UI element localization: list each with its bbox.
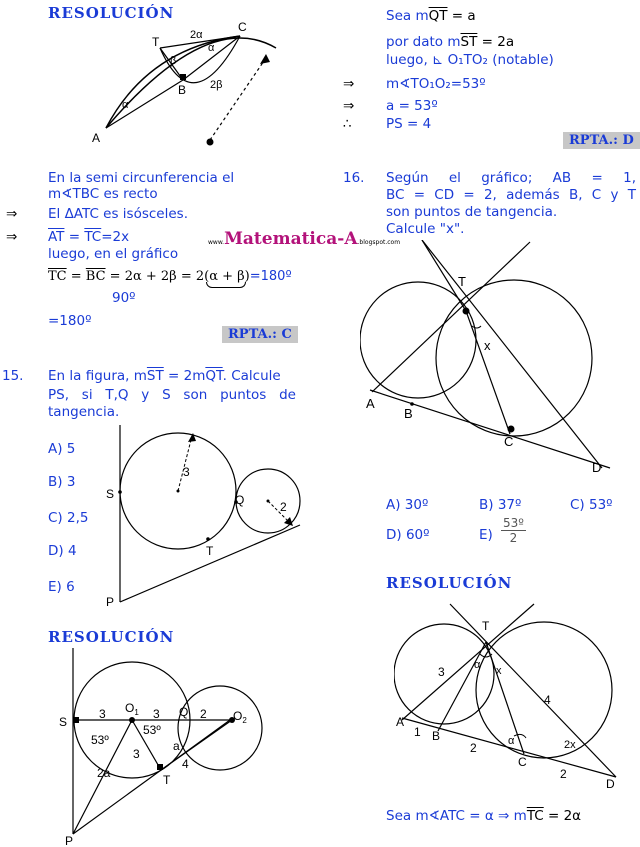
eq-underbrace-value: 90º xyxy=(112,290,136,306)
fig15r-label-o2: $O_2$ xyxy=(233,709,247,725)
q15-number: 15. xyxy=(2,368,24,384)
fig16r-label-alpha-t: α xyxy=(474,659,481,671)
fig16-base-line xyxy=(370,390,610,468)
q15-line1-post: . Calcule xyxy=(222,368,281,384)
q15-arc-qt: $\overline{QT}$ xyxy=(205,368,223,384)
fig16r-tc-line xyxy=(486,642,524,754)
figure-q15 xyxy=(100,420,320,612)
fig15r-label-s: S xyxy=(59,715,68,729)
fig16r-label-d: D xyxy=(606,777,615,791)
fig16r-label-a: A xyxy=(396,715,405,729)
fig15-radius-2 xyxy=(268,501,290,523)
fig15-label-p: P xyxy=(106,595,115,609)
fig1-label-alpha-bottom: α xyxy=(122,99,129,111)
fig16r-label-b: B xyxy=(432,729,441,743)
fig16r-label-2-cd: 2 xyxy=(560,767,567,781)
q15-option-b[interactable]: B) 3 xyxy=(48,474,76,490)
logo-main: Matematica-A xyxy=(224,229,358,249)
fig16r-angle-alpha-c xyxy=(514,734,526,738)
fig1-arrowhead xyxy=(260,54,270,64)
res-line-1-post: = a xyxy=(447,8,476,24)
eq-arc-tc: $\overline{TC}$ xyxy=(48,269,67,284)
fig15r-right-angle-t xyxy=(157,764,163,770)
q16-option-e-numerator: 53º xyxy=(503,516,524,530)
final-arc-tc: $\overline{TC}$ xyxy=(526,808,544,824)
fig15r-label-qo2: 2 xyxy=(200,707,207,721)
res-arc-qt: $\overline{QT}$ xyxy=(428,8,448,24)
fig15-common-tangent xyxy=(120,525,300,602)
arc-eq-value: =2x xyxy=(101,229,130,245)
res-line-6: PS = 4 xyxy=(386,116,432,132)
fig16-right-circle xyxy=(436,280,592,436)
fig15r-label-a: a xyxy=(173,739,180,753)
res-line-1 xyxy=(386,8,476,25)
q15-line1 xyxy=(48,368,281,385)
q15-option-e[interactable]: E) 6 xyxy=(48,579,75,595)
answer-badge-2: RPTA.: D xyxy=(563,132,640,149)
resolution-title-1: RESOLUCIÓN xyxy=(48,4,175,22)
para-in-graph: luego, en el gráfico xyxy=(48,246,179,262)
final-statement-post: = 2α xyxy=(543,808,582,824)
q15-arc-st: $\overline{ST}$ xyxy=(146,368,164,384)
res-line-5: a = 53º xyxy=(386,98,438,114)
eq-rest: = 2α + 2β = 2 xyxy=(105,269,205,284)
q15-line2: PS, si T,Q y S son puntos de xyxy=(48,387,296,403)
fig15r-right-angle-s xyxy=(73,717,79,723)
fig1-label-2alpha: 2α xyxy=(190,29,203,41)
implies-symbol-2: ⇒ xyxy=(6,229,18,245)
figure-q16-resolution xyxy=(394,602,630,794)
logo-suffix: .blogspot.com xyxy=(357,239,401,246)
eq-paren: (α + β) xyxy=(204,269,250,284)
fig1-center xyxy=(207,139,214,146)
fig16r-base-line xyxy=(402,718,616,777)
fig15r-label-so1: 3 xyxy=(99,707,106,721)
fig1-label-b: B xyxy=(178,83,187,97)
figure-semicircle xyxy=(88,18,288,153)
arc-eq-sign: = xyxy=(64,229,85,245)
implies-symbol-4: ⇒ xyxy=(343,98,355,114)
fig16r-label-c: C xyxy=(518,755,527,769)
q16-option-c[interactable]: C) 53º xyxy=(570,497,613,513)
eq-result: =180º xyxy=(249,269,292,284)
fig16r-label-t: T xyxy=(482,619,490,633)
eq-final-value: =180º xyxy=(48,313,92,329)
fig16r-right-circle xyxy=(476,622,612,758)
fig16r-label-alpha-c: α xyxy=(508,735,515,747)
resolution-title-3: RESOLUCIÓN xyxy=(386,574,513,592)
res-line-4: m∢TO₁O₂=53º xyxy=(386,76,486,92)
eq-underbrace xyxy=(206,282,246,288)
fig16-tc-line xyxy=(466,311,510,434)
fig15-label-3: 3 xyxy=(183,465,190,479)
res-line-2 xyxy=(386,34,514,51)
fig15-arrow-2 xyxy=(284,517,293,526)
resolution-title-2: RESOLUCIÓN xyxy=(48,628,175,646)
fig16-label-t: T xyxy=(458,274,466,289)
figure-q15-resolution xyxy=(55,648,285,847)
q15-option-a[interactable]: A) 5 xyxy=(48,441,76,457)
fig1-label-a: A xyxy=(92,131,101,145)
eq-arc-bc: $\overline{BC}$ xyxy=(85,269,106,284)
fig15r-label-p: P xyxy=(65,834,74,847)
q15-option-d[interactable]: D) 4 xyxy=(48,543,77,559)
fig15-label-2: 2 xyxy=(280,500,287,514)
para-arc-equality xyxy=(48,229,129,246)
fig1-radius xyxy=(210,58,266,140)
res-line-2-post: = 2a xyxy=(477,34,515,50)
equation-tc xyxy=(48,268,292,285)
logo-prefix: www. xyxy=(208,239,225,246)
fig15r-label-o1t: 3 xyxy=(133,747,140,761)
fig16r-at-line xyxy=(402,604,534,720)
fig1-label-2beta: 2β xyxy=(210,79,223,91)
fig16r-label-x: x xyxy=(496,665,502,677)
fig15r-label-o1: $O_1$ xyxy=(125,701,139,717)
fig16-point-t xyxy=(463,308,470,315)
fig15r-label-o1q: 3 xyxy=(153,707,160,721)
fig1-label-beta: β xyxy=(170,55,177,67)
fig15-point-s xyxy=(118,490,122,494)
implies-symbol-3: ⇒ xyxy=(343,76,355,92)
q15-option-c[interactable]: C) 2,5 xyxy=(48,510,89,526)
res-line-3: luego, ⊾ O₁TO₂ (notable) xyxy=(386,52,554,68)
fig16r-tb-line xyxy=(438,642,486,731)
fig16r-label-2x: 2x xyxy=(564,739,576,751)
res-line-2-pre: por dato m xyxy=(386,34,461,50)
fig15r-center-o1 xyxy=(129,717,135,723)
fig16-at-line xyxy=(372,242,530,392)
fig15r-label-2a: 2a xyxy=(97,766,111,780)
implies-symbol-1: ⇒ xyxy=(6,206,18,222)
q15-line3: tangencia. xyxy=(48,404,120,420)
q16-option-b[interactable]: B) 37º xyxy=(479,497,522,513)
q16-option-e-fraction xyxy=(501,516,526,545)
q16-line2: BC = CD = 2, además B, C y T xyxy=(386,187,636,203)
q16-option-e-label: E) xyxy=(479,527,493,543)
q16-option-a[interactable]: A) 30º xyxy=(386,497,429,513)
fig15r-label-q: Q xyxy=(179,705,189,719)
q16-line1: Según el gráfico; AB = 1, xyxy=(386,170,636,186)
fig16r-label-1: 1 xyxy=(414,725,421,739)
eq-paren-group xyxy=(204,268,250,285)
fig16-label-a: A xyxy=(366,396,375,411)
eq-sign: = xyxy=(66,269,86,284)
para-semicircle-line1: En la semi circunferencia el xyxy=(48,170,235,186)
fig15r-label-53-right: 53º xyxy=(143,723,161,737)
fig1-label-alpha-top: α xyxy=(208,42,215,54)
fig15-point-t xyxy=(206,537,210,541)
fig16-label-b: B xyxy=(404,406,413,421)
figure-q16 xyxy=(357,239,620,480)
fig1-label-c: C xyxy=(238,20,247,34)
final-statement xyxy=(386,808,581,825)
q16-option-d[interactable]: D) 60º xyxy=(386,527,430,543)
q16-line4: Calcule "x". xyxy=(386,221,465,237)
fig16-angle-x xyxy=(472,326,481,328)
fig16r-label-3: 3 xyxy=(438,665,445,679)
fig15-label-t: T xyxy=(206,544,214,558)
answer-badge-1: RPTA.: C xyxy=(222,326,298,343)
fig15-label-q: Q xyxy=(235,493,245,507)
q16-number: 16. xyxy=(343,170,365,186)
q16-option-e-denominator: 2 xyxy=(509,531,518,545)
para-isosceles: El ΔATC es isósceles. xyxy=(48,206,188,222)
fig16-label-d: D xyxy=(592,460,602,475)
fig16-point-c xyxy=(508,426,515,433)
q16-option-e[interactable] xyxy=(479,527,493,544)
fig16r-label-4: 4 xyxy=(544,693,551,707)
fig15r-label-to2: 4 xyxy=(182,757,189,771)
final-statement-pre: Sea m∢ATC = α ⇒ m xyxy=(386,808,527,824)
fig1-label-t: T xyxy=(152,35,160,49)
fig15r-label-t: T xyxy=(163,773,171,787)
fig16-label-c: C xyxy=(504,434,514,449)
therefore-symbol: ∴ xyxy=(343,116,352,132)
fig15r-label-53-left: 53º xyxy=(91,733,109,747)
fig16r-label-2-bc: 2 xyxy=(470,741,477,755)
q15-line1-pre: En la figura, m xyxy=(48,368,147,384)
arc-at: $\overline{AT}$ xyxy=(48,229,65,245)
para-semicircle-1 xyxy=(48,170,296,187)
res-arc-st: $\overline{ST}$ xyxy=(460,34,478,50)
fig15-radius-3 xyxy=(178,436,192,491)
q15-line1-mid: = 2m xyxy=(163,368,206,384)
para-semicircle-line2: m∢TBC es recto xyxy=(48,186,158,202)
arc-tc: $\overline{TC}$ xyxy=(84,229,102,245)
fig15-label-s: S xyxy=(106,487,115,501)
q16-line3: son puntos de tangencia. xyxy=(386,204,558,220)
fig1-right-angle xyxy=(180,74,186,80)
fig16-label-x: x xyxy=(484,338,491,353)
res-line-1-pre: Sea m xyxy=(386,8,429,24)
